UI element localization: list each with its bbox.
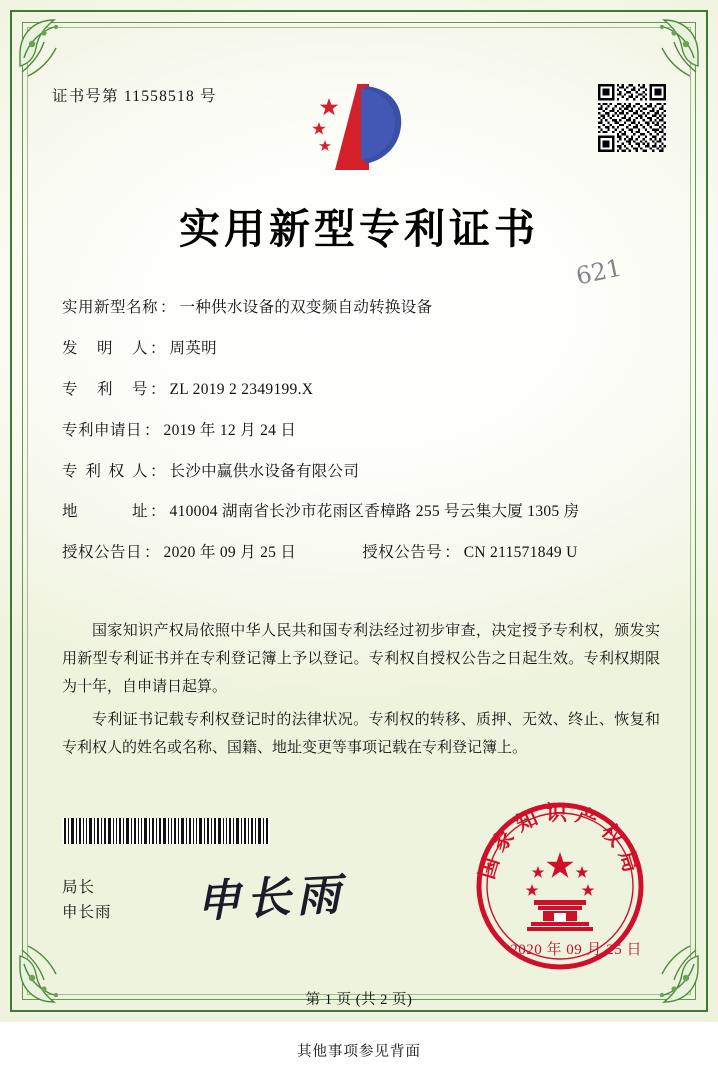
barcode [62, 818, 270, 844]
field-label: 发明人 [62, 339, 148, 357]
field-value: 长沙中赢供水设备有限公司 [169, 462, 360, 480]
field-label: 实用新型名称 [62, 299, 159, 316]
field-row [62, 421, 656, 440]
legal-text-block [62, 618, 660, 769]
cnipa-logo-icon [299, 78, 419, 178]
field-colon: ： [144, 544, 160, 562]
field-value: 2019 年 12 月 24 日 [163, 421, 297, 439]
certificate-number: 证书号第 11558518 号 [52, 88, 217, 105]
paragraph: 国家知识产权局依照中华人民共和国专利法经过初步审查，决定授予专利权，颁发实用新型专利证书并在专利登记簿上予以登记。专利权自授权公告之日起生效。专利权期限为十年，自申请日起算。 [62, 623, 660, 695]
field-label: 专利号 [62, 380, 148, 398]
director-label: 局长 [62, 879, 96, 896]
field-list [62, 298, 656, 584]
handwritten-signature: 申长雨 [195, 869, 348, 928]
field-colon: ： [144, 421, 160, 439]
field-colon: ： [160, 299, 176, 316]
field-value: 一种供水设备的双变频自动转换设备 [179, 299, 433, 316]
field-label: 专利申请日 [62, 421, 143, 439]
field-colon: ： [150, 462, 166, 480]
field-label: 专利权人 [62, 462, 148, 480]
page-indicator: 第 1 页 (共 2 页) [305, 992, 413, 1008]
grant-number-group [362, 543, 577, 562]
grant-number-label: 授权公告号 [362, 544, 443, 562]
field-colon: ： [444, 544, 460, 562]
field-colon: ： [150, 503, 166, 521]
footnote: 其他事项参见背面 [297, 1044, 421, 1060]
page-title: 实用新型专利证书 [179, 206, 539, 252]
qr-code [598, 84, 666, 152]
field-row [62, 502, 656, 521]
field-colon: ： [150, 339, 166, 357]
grant-date-value: 2020 年 09 月 25 日 [163, 544, 297, 562]
field-row [62, 380, 656, 399]
grant-row [62, 543, 656, 562]
field-label: 地址 [62, 503, 148, 521]
field-colon: ： [150, 380, 166, 398]
handwritten-annotation: 621 [573, 253, 625, 291]
corner-ornament-icon [632, 14, 704, 86]
field-value: 周英明 [169, 339, 217, 357]
director-block [62, 876, 112, 926]
field-row [62, 339, 656, 358]
svg-text:国家知识产权局: 国家知识产权局 [474, 801, 646, 882]
corner-ornament-icon [14, 14, 86, 86]
field-row [62, 298, 656, 317]
field-value: ZL 2019 2 2349199.X [169, 380, 314, 398]
grant-date-label: 授权公告日 [62, 544, 143, 562]
paragraph: 专利证书记载专利权登记时的法律状况。专利权的转移、质押、无效、终止、恢复和专利权人的姓名或名称、国籍、地址变更等事项记载在专利登记簿上。 [62, 712, 660, 756]
field-value: 410004 湖南省长沙市花雨区香樟路 255 号云集大厦 1305 房 [169, 503, 580, 521]
field-row [62, 462, 656, 481]
director-name: 申长雨 [62, 903, 112, 921]
seal-date: 2020 年 09 月 25 日 [510, 942, 642, 958]
grant-number-value: CN 211571849 U [463, 544, 578, 562]
